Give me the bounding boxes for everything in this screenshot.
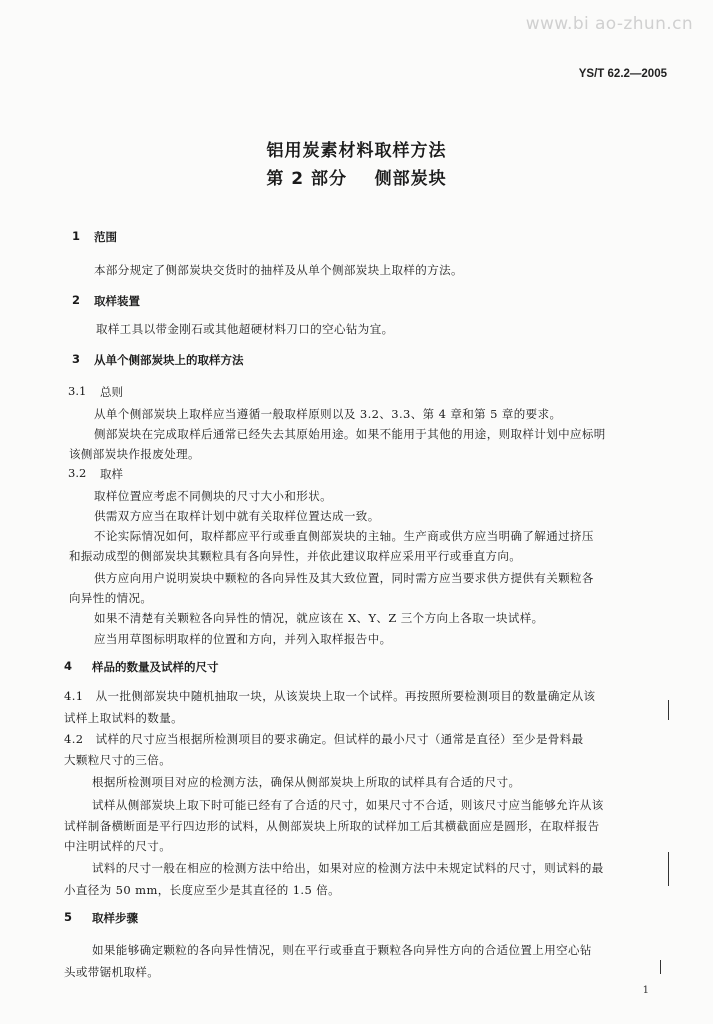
section-5-heading: 取样步骤 (92, 911, 138, 925)
section-3-2-line-8: 应当用草图标明取样的位置和方向，并列入取样报告中。 (94, 632, 392, 646)
section-3-1-line-2: 侧部炭块在完成取样后通常已经失去其原始用途。如果不能用于其他的用途，则取样计划中应标明 (94, 427, 606, 441)
section-3-1-number: 3.1 (68, 384, 87, 398)
section-3-2-line-4: 和振动成型的侧部炭块其颗粒具有各向异性，并依此建议取样应采用平行或垂直方向。 (69, 549, 522, 563)
section-4-number: 4 (64, 659, 73, 673)
section-4-line-3: 4.2 试样的尺寸应当根据所检测项目的要求确定。但试样的最小尺寸（通常是直径）至少是骨料最 (64, 732, 584, 746)
scan-mark (660, 960, 661, 974)
section-1-heading: 范围 (94, 230, 117, 244)
section-4-line-4: 大颗粒尺寸的三倍。 (64, 753, 172, 767)
section-3-2-line-5: 供方应向用户说明炭块中颗粒的各向异性及其大致位置，同时需方应当要求供方提供有关颗粒各 (94, 571, 594, 585)
document-title: 铝用炭素材料取样方法 (266, 141, 447, 161)
section-5-line-2: 头或带锯机取样。 (64, 965, 160, 979)
section-3-2-line-7: 如果不清楚有关颗粒各向异性的情况，就应该在 X、Y、Z 三个方向上各取一块试样。 (94, 611, 544, 625)
section-3-1-heading: 总则 (100, 385, 123, 399)
section-3-number: 3 (72, 352, 81, 366)
section-1-line-1: 本部分规定了侧部炭块交货时的抽样及从单个侧部炭块上取样的方法。 (94, 263, 463, 277)
section-3-heading: 从单个侧部炭块上的取样方法 (94, 353, 244, 367)
section-2-heading: 取样装置 (94, 294, 140, 308)
document-subtitle: 第 2 部分 侧部炭块 (266, 169, 447, 189)
section-4-line-7: 试样制备横断面是平行四边形的试料，从侧部炭块上所取的试样加工后其横截面应是圆形，在取样报告 (64, 819, 600, 833)
section-3-2-heading: 取样 (100, 467, 123, 481)
section-4-line-6: 试样从侧部炭块上取下时可能已经有了合适的尺寸，如果尺寸不合适，则该尺寸应当能够允许从该 (92, 798, 604, 812)
section-1-number: 1 (72, 229, 81, 243)
section-3-2-line-6: 向异性的情况。 (69, 591, 153, 605)
standard-code: YS/T 62.2—2005 (578, 68, 667, 80)
scan-mark (668, 700, 669, 720)
section-3-1-line-1: 从单个侧部炭块上取样应当遵循一般取样原则以及 3.2、3.3、第 4 章和第 5 章的要求。 (94, 407, 562, 421)
section-3-2-number: 3.2 (68, 466, 87, 480)
section-4-line-10: 小直径为 50 mm，长度应至少是其直径的 1.5 倍。 (64, 883, 341, 897)
section-4-line-9: 试料的尺寸一般在相应的检测方法中给出，如果对应的检测方法中未规定试料的尺寸，则试料的最 (92, 861, 604, 875)
section-4-line-8: 中注明试样的尺寸。 (64, 839, 172, 853)
section-2-line-1: 取样工具以带金刚石或其他超硬材料刀口的空心钻为宜。 (96, 322, 394, 336)
section-4-line-5: 根据所检测项目对应的检测方法，确保从侧部炭块上所取的试样具有合适的尺寸。 (92, 775, 521, 789)
section-4-line-2: 试样上取试料的数量。 (64, 711, 183, 725)
section-2-number: 2 (72, 293, 81, 307)
section-3-2-line-1: 取样位置应考虑不同侧块的尺寸大小和形状。 (94, 489, 332, 503)
section-4-line-1: 4.1 从一批侧部炭块中随机抽取一块，从该炭块上取一个试样。再按照所要检测项目的数量确定从该 (64, 689, 596, 703)
section-3-2-line-2: 供需双方应当在取样计划中就有关取样位置达成一致。 (94, 509, 380, 523)
page-number: 1 (642, 985, 649, 996)
section-5-number: 5 (64, 910, 73, 924)
scan-mark (668, 852, 669, 886)
section-3-2-line-3: 不论实际情况如何，取样都应平行或垂直侧部炭块的主轴。生产商或供方应当明确了解通过挤压 (94, 529, 594, 543)
section-4-heading: 样品的数量及试样的尺寸 (92, 660, 219, 674)
watermark: www.bi ao-zhun.cn (525, 14, 693, 34)
section-3-1-line-3: 该侧部炭块作报废处理。 (69, 447, 200, 461)
section-5-line-1: 如果能够确定颗粒的各向异性情况，则在平行或垂直于颗粒各向异性方向的合适位置上用空心钻 (92, 943, 592, 957)
